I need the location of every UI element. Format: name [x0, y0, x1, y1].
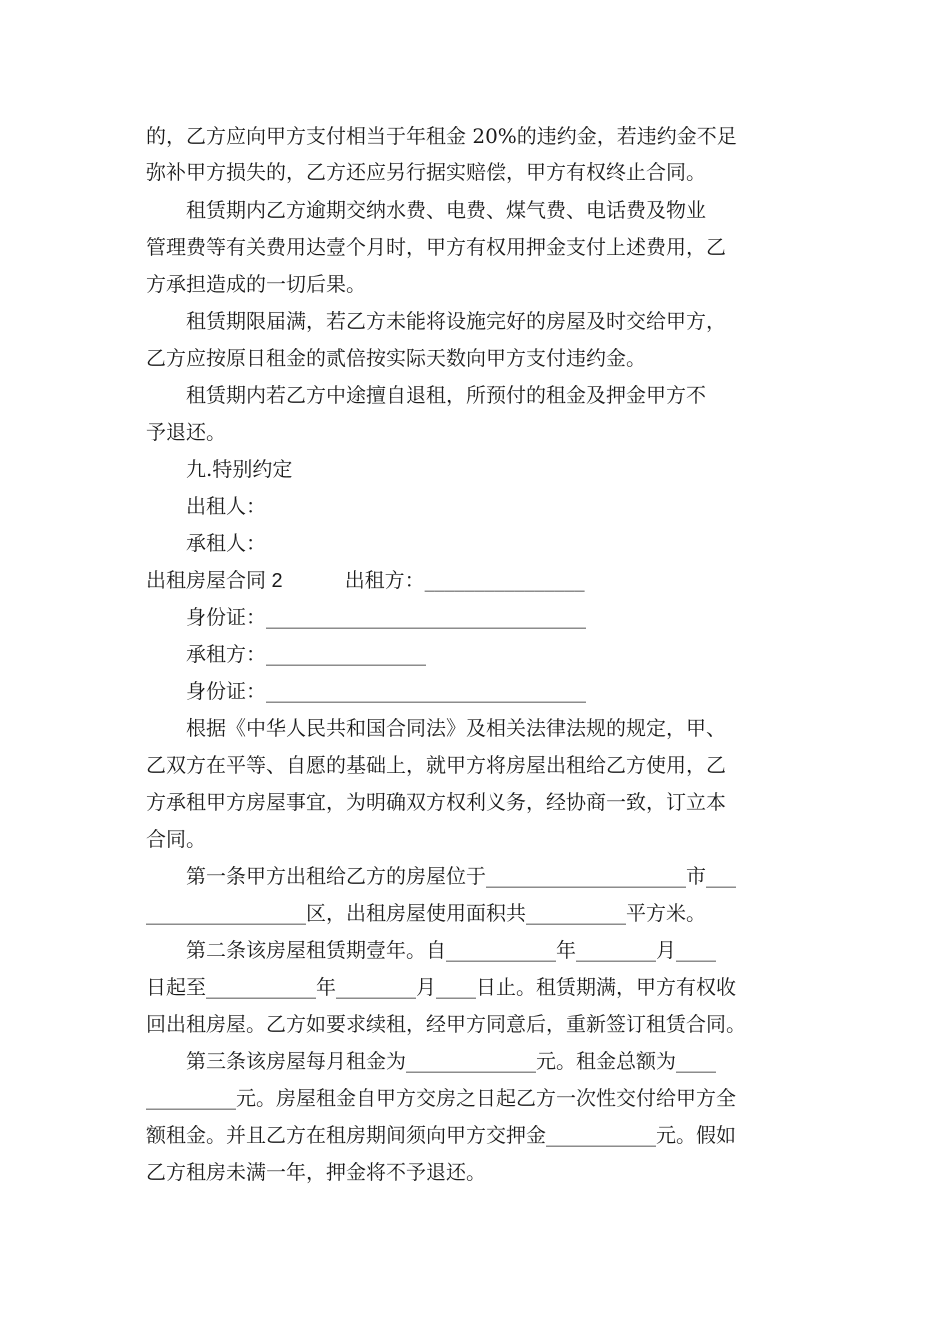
article-1-line: ________________区，出租房屋使用面积共__________平方米。 [146, 901, 706, 925]
lessee-field: 承租方：________________ [146, 642, 426, 666]
text-line: 乙方应按原日租金的贰倍按实际天数向甲方支付违约金。 [146, 346, 646, 370]
contract-title: 出租房屋合同 2 [146, 570, 283, 592]
lessor-field: 出租方：________________ [344, 568, 585, 592]
lessee-label: 承租人： [146, 531, 266, 555]
lessor-label: 出租人： [146, 494, 266, 518]
contract-title-line [146, 568, 585, 593]
article-2-line: 日起至___________年________月____日止。租赁期满，甲方有权收 [146, 975, 736, 999]
section-heading: 九.特别约定 [146, 457, 293, 481]
lessor-id-field: 身份证：________________________________ [146, 605, 586, 629]
article-2-line: 第二条该房屋租赁期壹年。自___________年________月____ [146, 938, 716, 962]
text-line: 弥补甲方损失的，乙方还应另行据实赔偿，甲方有权终止合同。 [146, 160, 706, 184]
text-line: 租赁期内乙方逾期交纳水费、电费、煤气费、电话费及物业 [146, 198, 706, 222]
article-3-line: 第三条该房屋每月租金为_____________元。租金总额为____ [146, 1049, 716, 1073]
article-3-line: 额租金。并且乙方在租房期间须向甲方交押金___________元。假如 [146, 1123, 736, 1147]
article-2-line: 回出租房屋。乙方如要求续租，经甲方同意后，重新签订租赁合同。 [146, 1012, 746, 1036]
text-line: 租赁期内若乙方中途擅自退租，所预付的租金及押金甲方不 [146, 383, 706, 407]
text-line: 予退还。 [146, 420, 226, 444]
text-line: 根据《中华人民共和国合同法》及相关法律法规的规定，甲、 [146, 716, 726, 740]
article-1-line: 第一条甲方出租给乙方的房屋位于____________________市___ [146, 864, 736, 888]
text-line: 方承担造成的一切后果。 [146, 272, 366, 296]
article-3-line: _________元。房屋租金自甲方交房之日起乙方一次性交付给甲方全 [146, 1086, 736, 1110]
text-line: 合同。 [146, 827, 206, 851]
article-3-line: 乙方租房未满一年，押金将不予退还。 [146, 1160, 486, 1184]
lessee-id-field: 身份证：________________________________ [146, 679, 586, 703]
text-line: 的，乙方应向甲方支付相当于年租金 20%的违约金，若违约金不足 [146, 124, 737, 148]
text-line: 租赁期限届满，若乙方未能将设施完好的房屋及时交给甲方， [146, 309, 726, 333]
text-line: 方承租甲方房屋事宜，为明确双方权利义务，经协商一致，订立本 [146, 790, 726, 814]
text-line: 管理费等有关费用达壹个月时，甲方有权用押金支付上述费用，乙 [146, 235, 726, 259]
text-line: 乙双方在平等、自愿的基础上，就甲方将房屋出租给乙方使用，乙 [146, 753, 726, 777]
